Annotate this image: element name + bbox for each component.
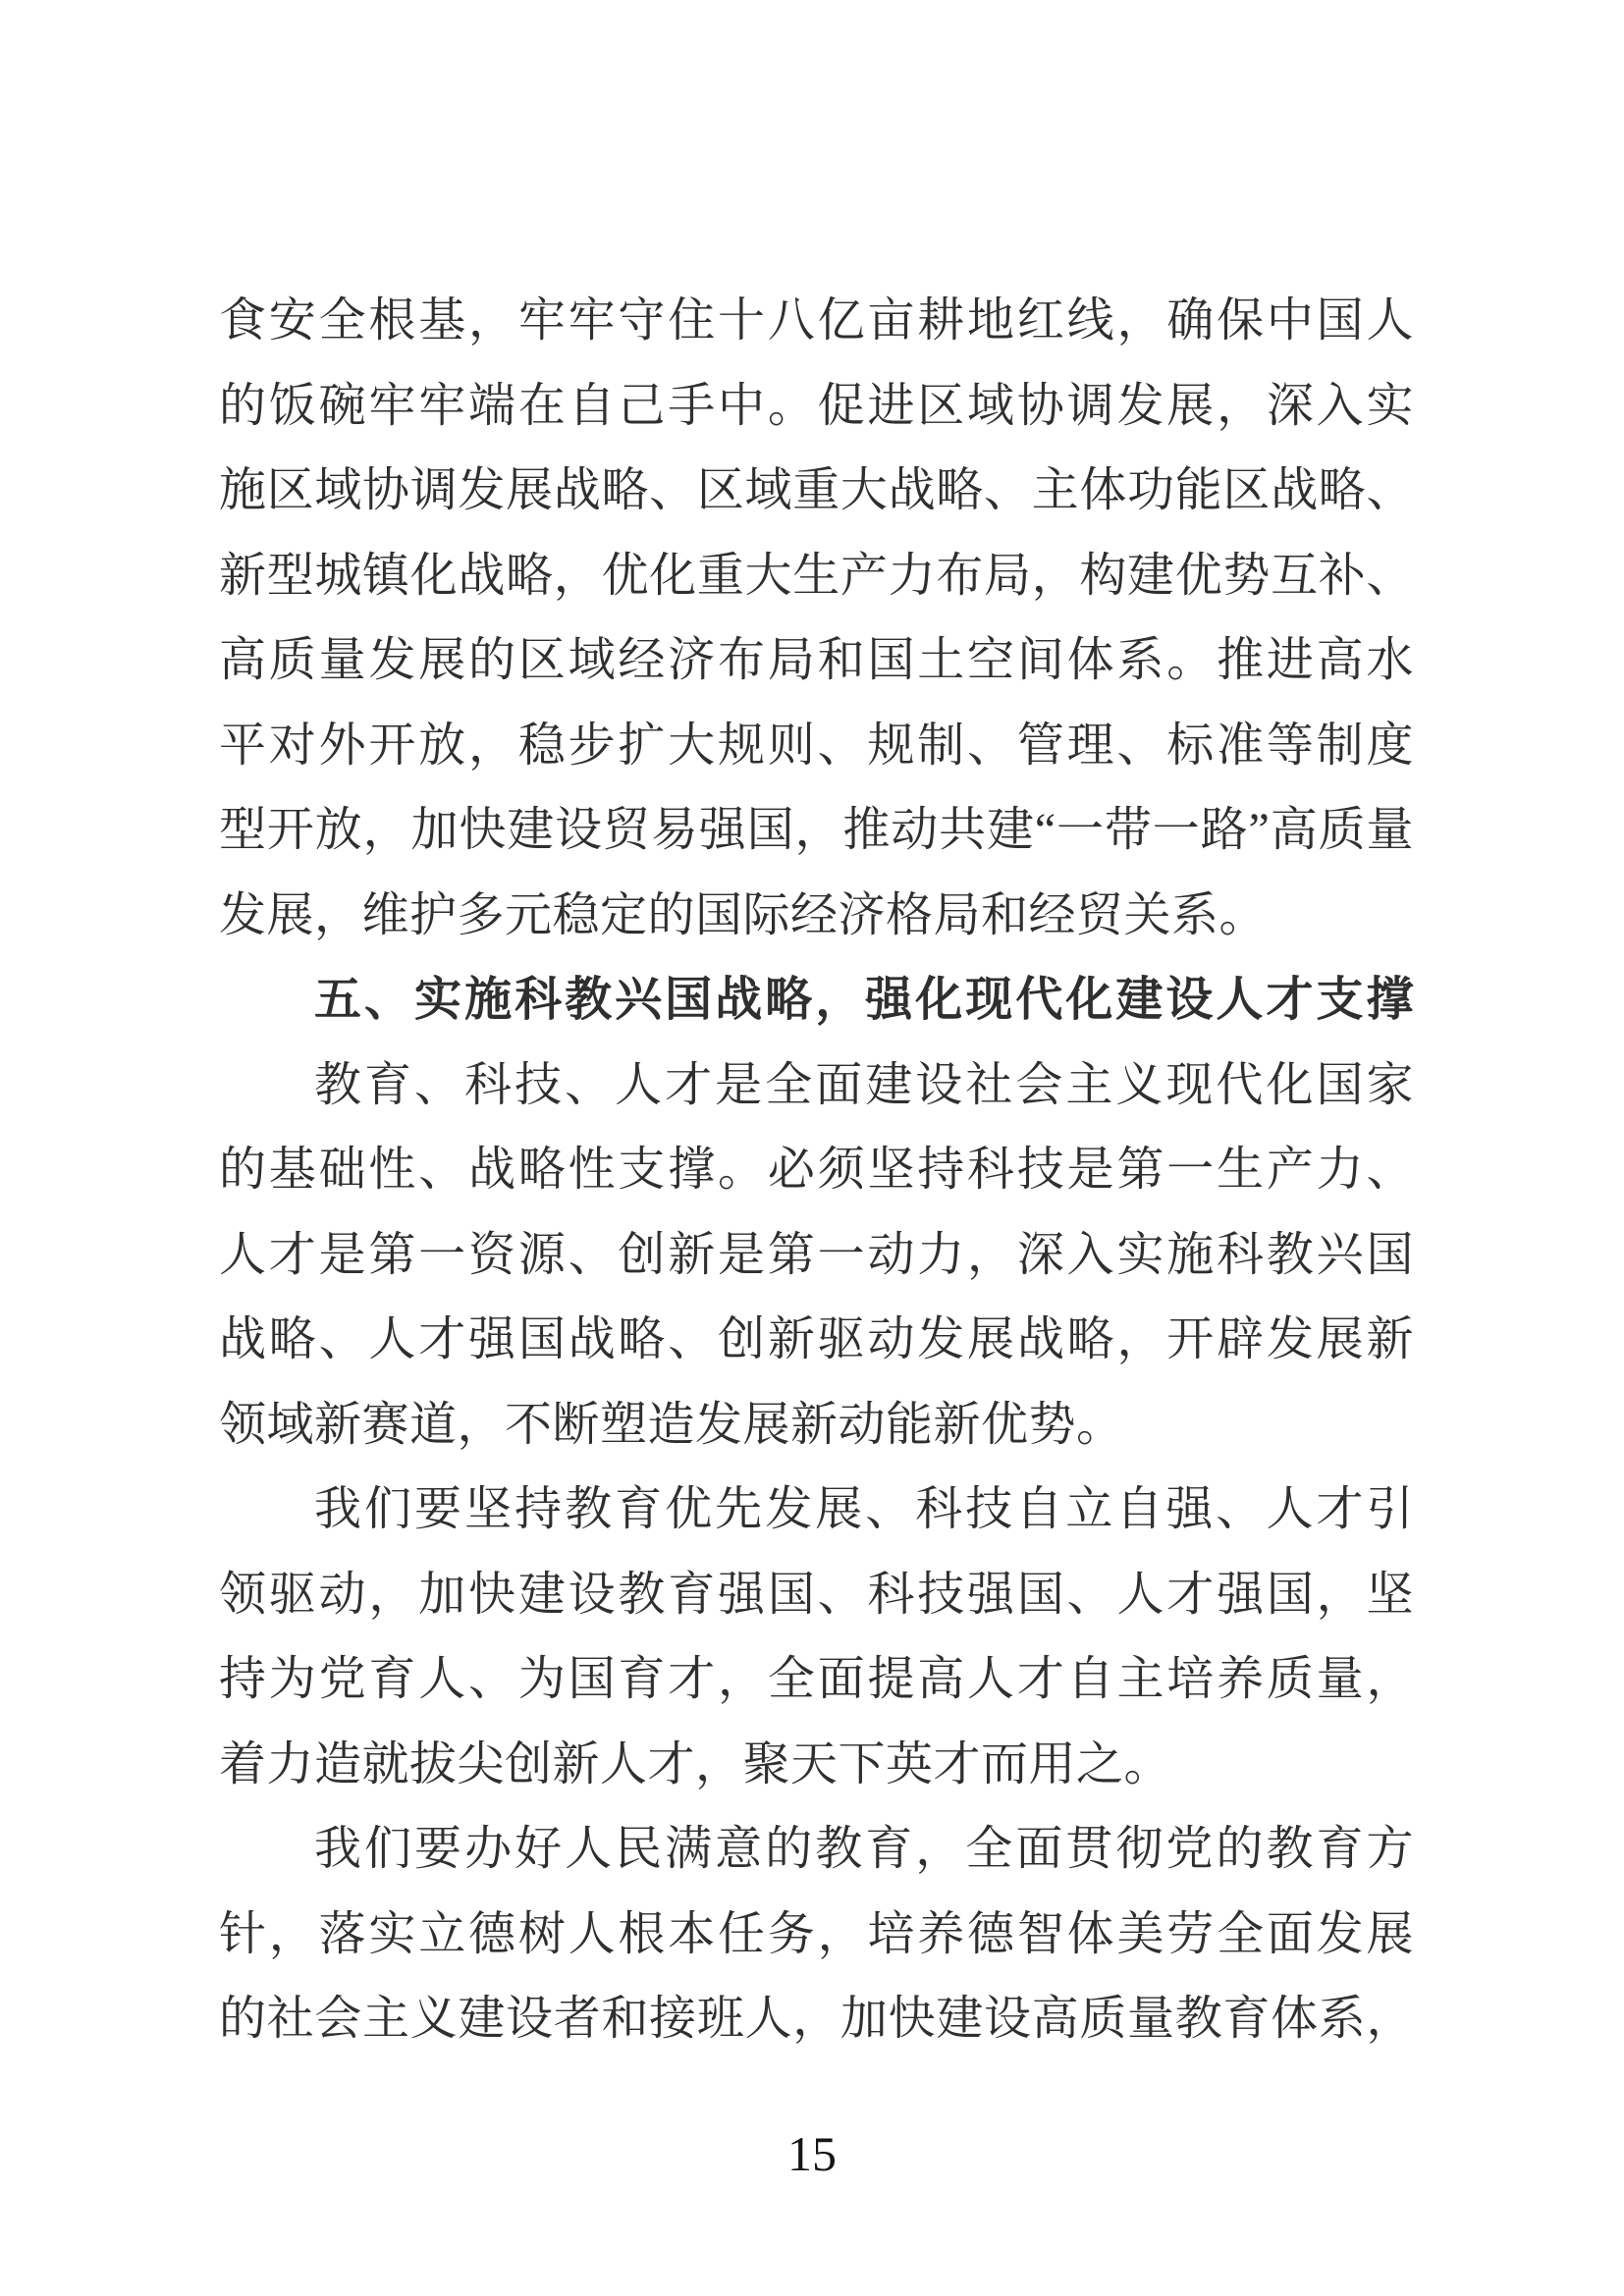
text-line: 的社会主义建设者和接班人，加快建设高质量教育体系，	[219, 1993, 1414, 2045]
section-heading: 五、实施科教兴国战略，强化现代化建设人才支撑	[314, 974, 1414, 1026]
text-line: 的基础性、战略性支撑。必须坚持科技是第一生产力、	[219, 1144, 1414, 1196]
text-line: 教育、科技、人才是全面建设社会主义现代化国家	[314, 1058, 1414, 1111]
text-line: 战略、人才强国战略、创新驱动发展战略，开辟发展新	[219, 1313, 1414, 1365]
text-line: 食安全根基，牢牢守住十八亿亩耕地红线，确保中国人	[219, 294, 1414, 347]
text-line: 高质量发展的区域经济布局和国土空间体系。推进高水	[219, 634, 1414, 686]
text-line: 着力造就拔尖创新人才，聚天下英才而用之。	[219, 1737, 1172, 1790]
text-line: 新型城镇化战略，优化重大生产力布局，构建优势互补、	[219, 549, 1414, 602]
text-line: 针，落实立德树人根本任务，培养德智体美劳全面发展	[219, 1907, 1414, 1960]
text-line: 的饭碗牢牢端在自己手中。促进区域协调发展，深入实	[219, 379, 1414, 432]
page-number: 15	[787, 2126, 837, 2181]
text-line: 我们要办好人民满意的教育，全面贯彻党的教育方	[314, 1823, 1414, 1875]
text-line: 持为党育人、为国育才，全面提高人才自主培养质量，	[219, 1653, 1414, 1705]
text-line: 领驱动，加快建设教育强国、科技强国、人才强国，坚	[219, 1568, 1414, 1621]
text-line: 发展，维护多元稳定的国际经济格局和经贸关系。	[219, 888, 1268, 941]
text-line: 平对外开放，稳步扩大规则、规制、管理、标准等制度	[219, 719, 1414, 772]
text-line: 型开放，加快建设贸易强国，推动共建“一带一路”高质量	[219, 804, 1414, 856]
text-line: 我们要坚持教育优先发展、科技自立自强、人才引	[314, 1483, 1414, 1535]
text-line: 施区域协调发展战略、区域重大战略、主体功能区战略、	[219, 464, 1414, 516]
text-line: 领域新赛道，不断塑造发展新动能新优势。	[219, 1398, 1124, 1451]
text-line: 人才是第一资源、创新是第一动力，深入实施科教兴国	[219, 1228, 1414, 1281]
document-body	[219, 279, 1414, 2062]
